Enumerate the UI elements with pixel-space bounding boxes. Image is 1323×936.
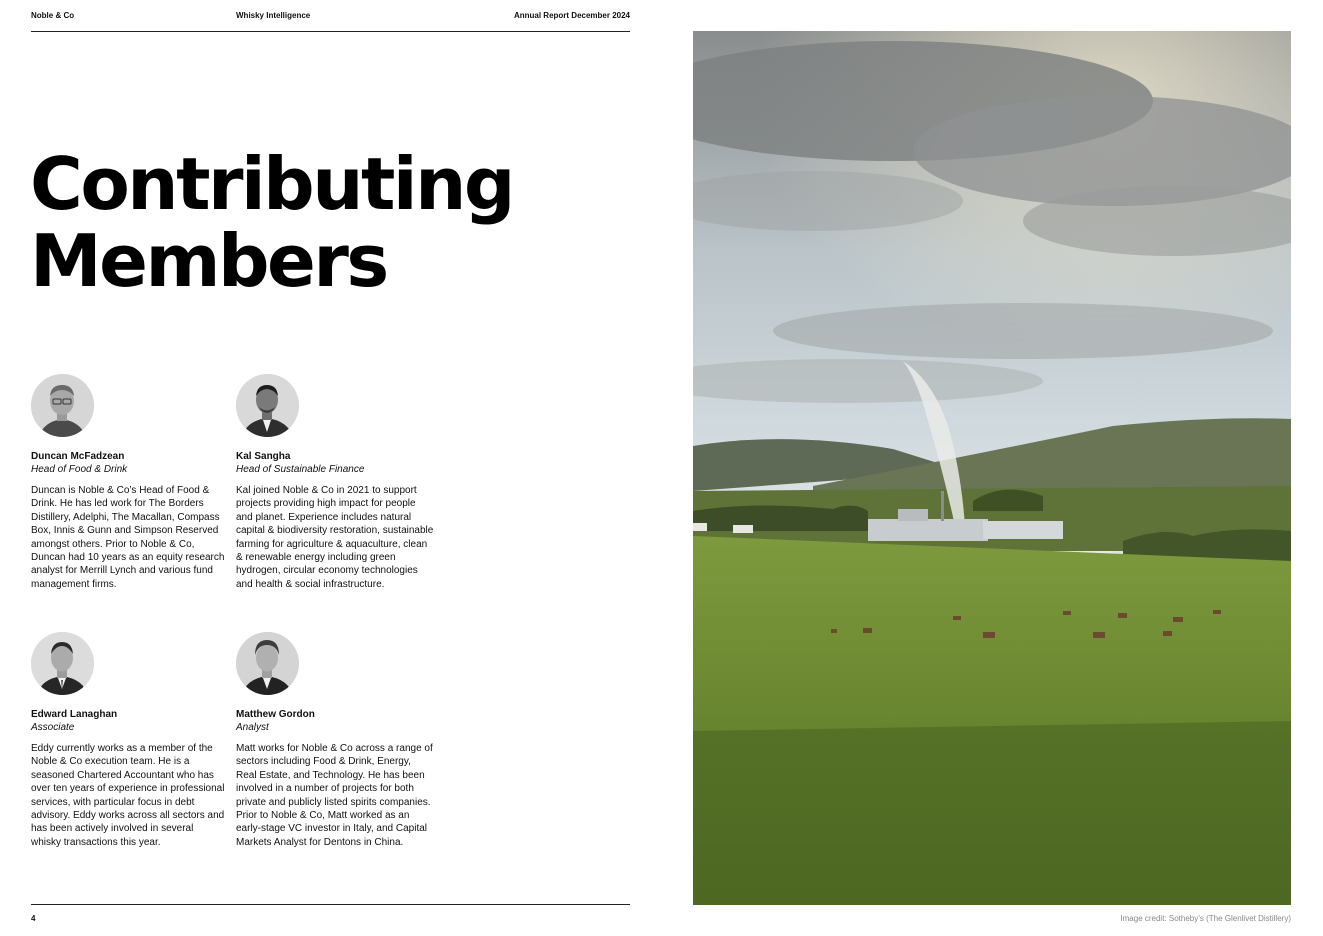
header-section: Whisky Intelligence (236, 11, 311, 20)
member-role: Head of Sustainable Finance (236, 464, 365, 475)
footer-divider (31, 904, 630, 905)
member-card (236, 632, 434, 849)
page-number: 4 (31, 914, 36, 923)
member-bio: Kal joined Noble & Co in 2021 to support projects providing high impact for people and planet. Experience includes natural capital & biodiversity restoration, sustainable farming for agriculture & aquaculture, clean & renewable energy including green hydrogen, circular economy technologies and health & social infrastructure. (236, 485, 434, 590)
header-company: Noble & Co (31, 11, 75, 20)
member-card (236, 374, 434, 591)
page-header (31, 10, 630, 32)
member-role: Analyst (236, 722, 269, 733)
member-card (31, 632, 226, 849)
avatar (236, 374, 299, 437)
member-bio: Duncan is Noble & Co’s Head of Food & Drink. He has led work for The Borders Distillery, Adelphi, The Macallan, Compass Box, Innis & Gunn and Simpson Reserved amongst others. Prior to Noble & Co, Duncan had 10 years as an equity research analyst for Merrill Lynch and various fund management firms. (31, 485, 225, 590)
distillery-landscape-photo (693, 31, 1291, 905)
title-line-2: Members (30, 219, 387, 303)
avatar (236, 632, 299, 695)
member-role: Head of Food & Drink (31, 464, 128, 475)
member-bio: Matt works for Noble & Co across a range of sectors including Food & Drink, Energy, Real Estate, and Technology. He has been involved in a number of projects for both private and publicly listed spirits companies. Prior to Noble & Co, Matt worked as an early-stage VC investor in Italy, and Capital Markets Analyst for Dentons in China. (236, 743, 433, 848)
member-name: Matthew Gordon (236, 709, 315, 720)
image-credit: Image credit: Sotheby’s (The Glenlivet Distillery) (1120, 914, 1291, 923)
member-role: Associate (31, 722, 75, 733)
avatar (31, 632, 94, 695)
title-line-1: Contributing (30, 142, 513, 226)
member-bio: Eddy currently works as a member of the Noble & Co execution team. He is a seasoned Chartered Accountant who has over ten years of experience in professional services, with particular focus in debt advisory. Eddy works across all sectors and has been actively involved in several whisky transactions this year. (31, 743, 225, 848)
member-name: Kal Sangha (236, 451, 291, 462)
avatar (31, 374, 94, 437)
member-card (31, 374, 226, 591)
page-title (30, 142, 513, 303)
member-name: Duncan McFadzean (31, 451, 125, 462)
header-report: Annual Report December 2024 (513, 11, 630, 20)
member-name: Edward Lanaghan (31, 709, 118, 720)
